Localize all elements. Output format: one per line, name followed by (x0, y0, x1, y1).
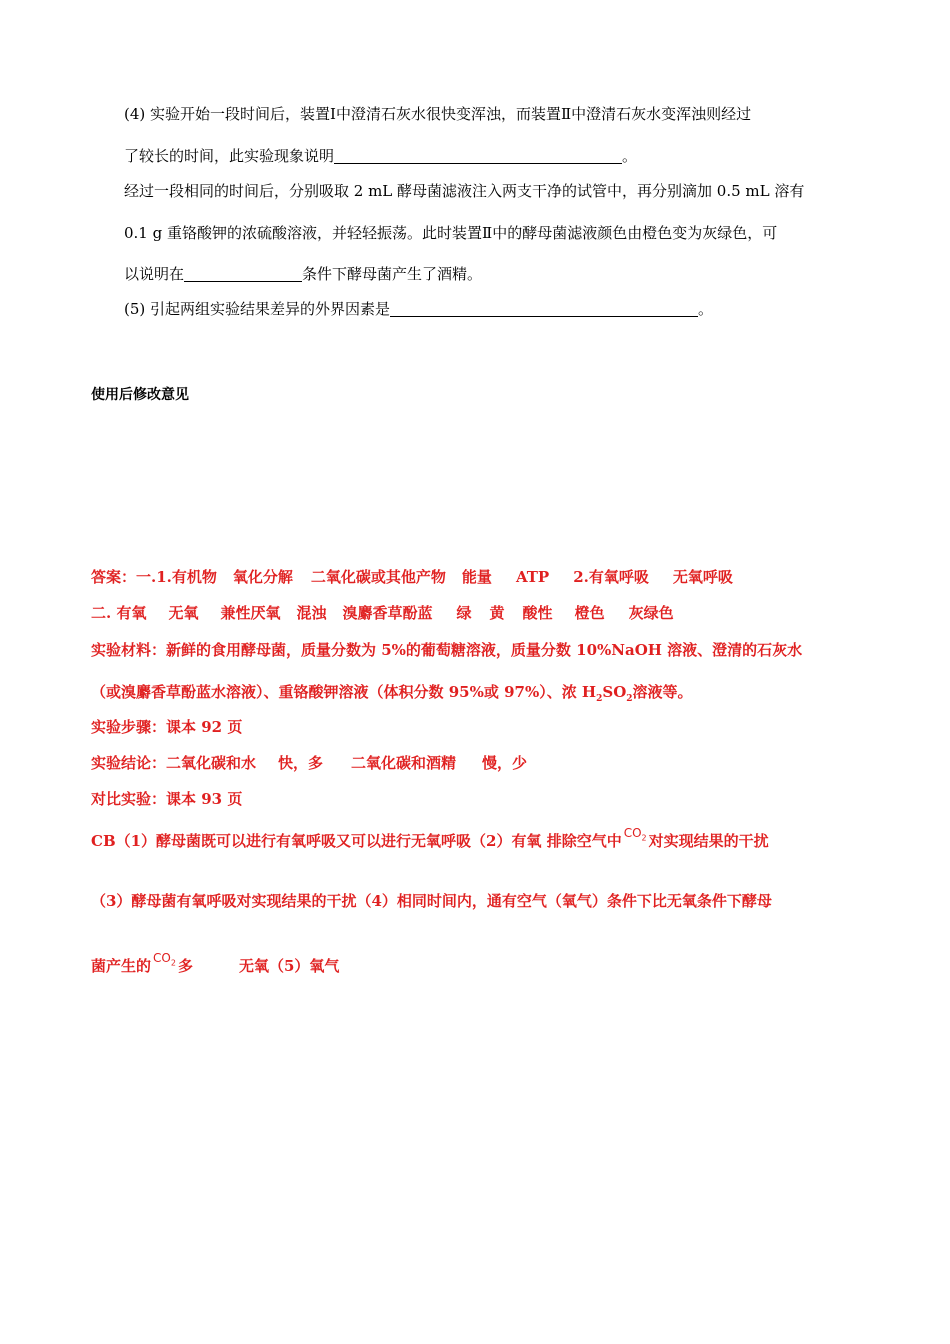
answer-line-2 (91, 602, 674, 623)
q4-line1 (124, 103, 751, 124)
subscript: 2 (626, 694, 633, 704)
q4-line2 (124, 145, 637, 166)
materials-line-2 (91, 681, 693, 704)
q5-line (124, 298, 713, 319)
answer-item: 答案：一.1.有机物 (91, 568, 217, 586)
co2-main: CO (153, 951, 171, 965)
answer-item: ATP (515, 568, 550, 586)
revision-heading: 使用后修改意见 (91, 387, 189, 403)
contrast-line: 对比实验：课本 93 页 (91, 790, 243, 808)
q4-period: 。 (622, 147, 638, 165)
answer-item: 橙色 (574, 604, 605, 622)
answer-item: 黄 (489, 604, 505, 622)
q4-text-3: 经过一段相同的时间后，分别吸取 2 mL 酵母菌滤液注入两支干净的试管中，再分别滴加 0.5 mL 溶有 (124, 182, 805, 200)
cb-line-3 (91, 951, 340, 976)
q4-text-6: 条件下酵母菌产生了酒精。 (302, 265, 483, 283)
q4-text-5: 以说明在 (124, 265, 185, 283)
co2-sub: 2 (170, 958, 176, 968)
cb-text: 多 (177, 957, 193, 975)
materials-text: SO (602, 683, 627, 701)
answer-item: 灰绿色 (628, 604, 674, 622)
q4-answer-blank-2[interactable] (184, 265, 302, 282)
conclusion-line (91, 752, 527, 773)
materials-line-1: 实验材料：新鲜的食用酵母菌，质量分数为 5%的葡萄糖溶液，质量分数 10%NaOH 溶液、澄清的石灰水 (91, 641, 803, 659)
answer-item: 绿 (456, 604, 472, 622)
conclusion-item: 慢，少 (482, 754, 528, 772)
answer-line-1 (91, 566, 733, 587)
co2-sub: 2 (641, 833, 647, 843)
cb-line-1 (91, 826, 769, 851)
cb-line-2: （3）酵母菌有氧呼吸对实现结果的干扰（4）相同时间内，通有空气（氧气）条件下比无氧条件下酵母 (91, 892, 772, 910)
q5-period: 。 (698, 300, 714, 318)
answer-item: 二. 有氧 (91, 604, 147, 622)
cb-text: CB（1）酵母菌既可以进行有氧呼吸又可以进行无氧呼吸（2）有氧 排除空气中 (91, 832, 622, 850)
conclusion-item: 快，多 (278, 754, 324, 772)
conclusion-item: 实验结论：二氧化碳和水 (91, 754, 257, 772)
answer-item: 氧化分解 (232, 568, 293, 586)
cb-text: 无氧（5）氧气 (238, 957, 340, 975)
answer-item: 能量 (461, 568, 492, 586)
co2-formula (623, 826, 647, 843)
answer-item: 混浊 (296, 604, 327, 622)
q4-text-1: (4) 实验开始一段时间后，装置Ⅰ中澄清石灰水很快变浑浊，而装置Ⅱ中澄清石灰水变浑浊则经过 (124, 105, 752, 123)
q5-answer-blank[interactable] (390, 300, 698, 317)
conclusion-item: 二氧化碳和酒精 (351, 754, 457, 772)
q4-text-4: 0.1 g 重铬酸钾的浓硫酸溶液，并轻轻振荡。此时装置Ⅱ中的酵母菌滤液颜色由橙色变为灰绿色，可 (124, 224, 778, 242)
answer-item: 酸性 (522, 604, 553, 622)
q4-line5 (124, 263, 482, 284)
answer-item: 兼性厌氧 (220, 604, 281, 622)
q5-text: (5) 引起两组实验结果差异的外界因素是 (124, 300, 391, 318)
co2-main: CO (623, 826, 642, 840)
q4-text-2: 了较长的时间，此实验现象说明 (124, 147, 335, 165)
answer-item: 二氧化碳或其他产物 (310, 568, 446, 586)
q4-answer-blank-1[interactable] (334, 147, 622, 164)
answer-item: 无氧 (168, 604, 199, 622)
q4-line4 (124, 222, 777, 243)
cb-text: 对实现结果的干扰 (648, 832, 769, 850)
cb-text: 菌产生的 (91, 957, 152, 975)
answer-item: 2.有氧呼吸 (573, 568, 649, 586)
materials-text: 溶液等。 (632, 683, 693, 701)
materials-text: （或溴麝香草酚蓝水溶液）、重铬酸钾溶液（体积分数 95%或 97%）、浓 H (91, 683, 597, 701)
steps-line: 实验步骤：课本 92 页 (91, 718, 243, 736)
subscript: 2 (596, 694, 603, 704)
co2-formula (153, 951, 176, 968)
q4-line3 (124, 180, 804, 201)
answer-item: 无氧呼吸 (672, 568, 733, 586)
answer-item: 溴麝香草酚蓝 (342, 604, 433, 622)
